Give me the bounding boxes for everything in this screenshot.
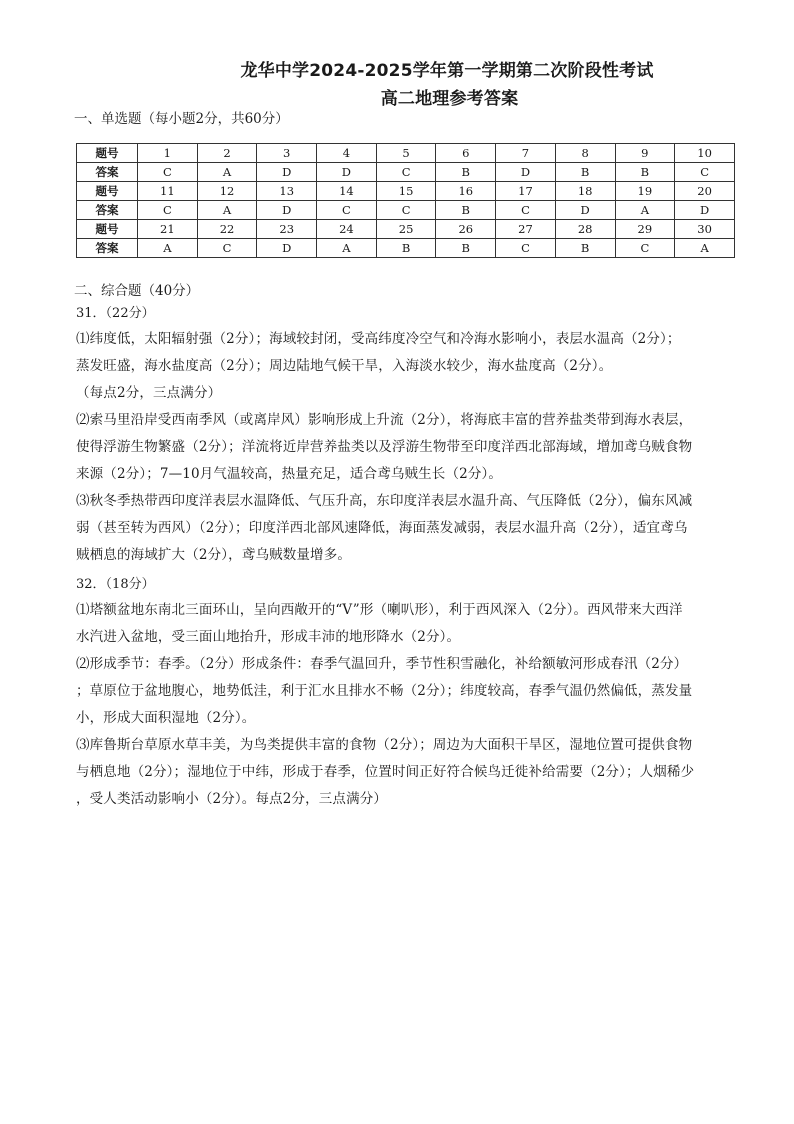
question-number-row <box>77 182 735 201</box>
page-title: 龙华中学2024-2025学年第一学期第二次阶段性考试 <box>240 61 654 81</box>
question-number-cell: 4 <box>317 144 377 163</box>
answer-cell: D <box>317 163 377 182</box>
answer-text-line: 与栖息地（2分）；湿地位于中纬，形成于春季，位置时间正好符合候鸟迁徙补给需要（2分）；人烟稀少 <box>76 764 695 780</box>
answer-cell: B <box>436 239 496 258</box>
answer-text-line: 蒸发旺盛，海水盐度高（2分）；周边陆地气候干旱，入海淡水较少，海水盐度高（2分）。 <box>76 358 613 374</box>
answer-cell: C <box>496 239 556 258</box>
section-heading-comprehensive: 二、综合题（40分） <box>74 283 200 299</box>
question-number-cell: 8 <box>555 144 615 163</box>
answer-text-line: ⑵形成季节：春季。（2分）形成条件：春季气温回升，季节性积雪融化，补给额敏河形成春汛（2分） <box>76 656 688 672</box>
answer-cell: A <box>317 239 377 258</box>
answer-text-line: ⑴塔额盆地东南北三面环山，呈向西敞开的“V”形（喇叭形），利于西风深入（2分）。西风带来大西洋 <box>76 602 683 618</box>
answer-text-line: ，受人类活动影响小（2分）。每点2分，三点满分） <box>76 791 388 807</box>
answer-text-line: ⑵索马里沿岸受西南季风（或离岸风）影响形成上升流（2分），将海底丰富的营养盐类带到海水表层， <box>76 412 693 428</box>
answer-cell: B <box>615 163 675 182</box>
question-number-cell: 9 <box>615 144 675 163</box>
question-number-cell: 14 <box>317 182 377 201</box>
question-row-label: 题号 <box>77 220 138 239</box>
question-number-cell: 27 <box>496 220 556 239</box>
question-number-cell: 26 <box>436 220 496 239</box>
answer-text-line: ⑴纬度低，太阳辐射强（2分）；海域较封闭，受高纬度冷空气和冷海水影响小，表层水温高（2分）； <box>76 331 681 347</box>
answer-cell: C <box>376 163 436 182</box>
question-number-cell: 5 <box>376 144 436 163</box>
question-32-header: 32．（18分） <box>76 577 155 592</box>
question-row-label: 题号 <box>77 144 138 163</box>
question-number-cell: 24 <box>317 220 377 239</box>
answer-row-label: 答案 <box>77 201 138 220</box>
question-number-cell: 15 <box>376 182 436 201</box>
answer-text-line: 弱（甚至转为西风）（2分）；印度洋西北部风速降低，海面蒸发减弱，表层水温升高（2分），适宜鸢乌 <box>76 520 688 536</box>
answer-row-label: 答案 <box>77 163 138 182</box>
answer-table <box>76 143 735 258</box>
question-number-cell: 30 <box>675 220 735 239</box>
answer-cell: D <box>257 239 317 258</box>
question-number-cell: 25 <box>376 220 436 239</box>
question-number-cell: 23 <box>257 220 317 239</box>
question-31-header: 31．（22分） <box>76 306 155 321</box>
question-number-cell: 7 <box>496 144 556 163</box>
question-number-cell: 21 <box>138 220 198 239</box>
answer-row <box>77 163 735 182</box>
answer-cell: A <box>138 239 198 258</box>
question-number-cell: 11 <box>138 182 198 201</box>
question-number-cell: 22 <box>197 220 257 239</box>
answer-cell: D <box>555 201 615 220</box>
question-number-cell: 12 <box>197 182 257 201</box>
question-number-cell: 19 <box>615 182 675 201</box>
answer-cell: B <box>376 239 436 258</box>
answer-cell: A <box>615 201 675 220</box>
question-number-cell: 28 <box>555 220 615 239</box>
answer-text-line: 小，形成大面积湿地（2分）。 <box>76 710 256 726</box>
answer-cell: C <box>197 239 257 258</box>
question-number-cell: 17 <box>496 182 556 201</box>
question-number-cell: 10 <box>675 144 735 163</box>
answer-text-line: 来源（2分）；7—10月气温较高，热量充足，适合鸢乌贼生长（2分）。 <box>76 466 503 482</box>
answer-cell: A <box>197 201 257 220</box>
answer-row <box>77 201 735 220</box>
answer-cell: C <box>496 201 556 220</box>
section-heading-single-choice: 一、单选题（每小题2分，共60分） <box>74 111 289 127</box>
answer-cell: B <box>555 239 615 258</box>
answer-text-line: 水汽进入盆地，受三面山地抬升，形成丰沛的地形降水（2分）。 <box>76 629 461 645</box>
question-number-cell: 1 <box>138 144 198 163</box>
answer-cell: C <box>138 201 198 220</box>
answer-cell: B <box>436 201 496 220</box>
question-number-cell: 2 <box>197 144 257 163</box>
question-number-cell: 13 <box>257 182 317 201</box>
page-subtitle: 高二地理参考答案 <box>380 89 519 109</box>
question-number-row <box>77 220 735 239</box>
question-row-label: 题号 <box>77 182 138 201</box>
question-number-cell: 16 <box>436 182 496 201</box>
question-number-cell: 29 <box>615 220 675 239</box>
answer-cell: B <box>436 163 496 182</box>
question-number-cell: 20 <box>675 182 735 201</box>
answer-cell: D <box>675 201 735 220</box>
answer-cell: D <box>496 163 556 182</box>
answer-text-line: ⑶库鲁斯台草原水草丰美，为鸟类提供丰富的食物（2分）；周边为大面积干旱区，湿地位置可提供食物 <box>76 737 693 753</box>
question-number-cell: 3 <box>257 144 317 163</box>
answer-cell: C <box>317 201 377 220</box>
answer-cell: D <box>257 201 317 220</box>
answer-row <box>77 239 735 258</box>
answer-cell: D <box>257 163 317 182</box>
answer-text-line: ⑶秋冬季热带西印度洋表层水温降低、气压升高，东印度洋表层水温升高、气压降低（2分），偏东风减 <box>76 493 693 509</box>
answer-row-label: 答案 <box>77 239 138 258</box>
question-number-cell: 6 <box>436 144 496 163</box>
answer-text-line: 贼栖息的海域扩大（2分），鸢乌贼数量增多。 <box>76 547 351 563</box>
answer-cell: C <box>675 163 735 182</box>
answer-text-line: ；草原位于盆地腹心，地势低洼，利于汇水且排水不畅（2分）；纬度较高，春季气温仍然偏低，蒸发量 <box>76 683 693 699</box>
answer-cell: C <box>376 201 436 220</box>
answer-cell: C <box>615 239 675 258</box>
answer-cell: B <box>555 163 615 182</box>
answer-cell: A <box>197 163 257 182</box>
answer-cell: A <box>675 239 735 258</box>
answer-text-line: （每点2分，三点满分） <box>76 385 222 401</box>
answer-text-line: 使得浮游生物繁盛（2分）；洋流将近岸营养盐类以及浮游生物带至印度洋西北部海域，增加鸢乌贼食物 <box>76 439 693 455</box>
question-number-cell: 18 <box>555 182 615 201</box>
answer-cell: C <box>138 163 198 182</box>
question-number-row <box>77 144 735 163</box>
